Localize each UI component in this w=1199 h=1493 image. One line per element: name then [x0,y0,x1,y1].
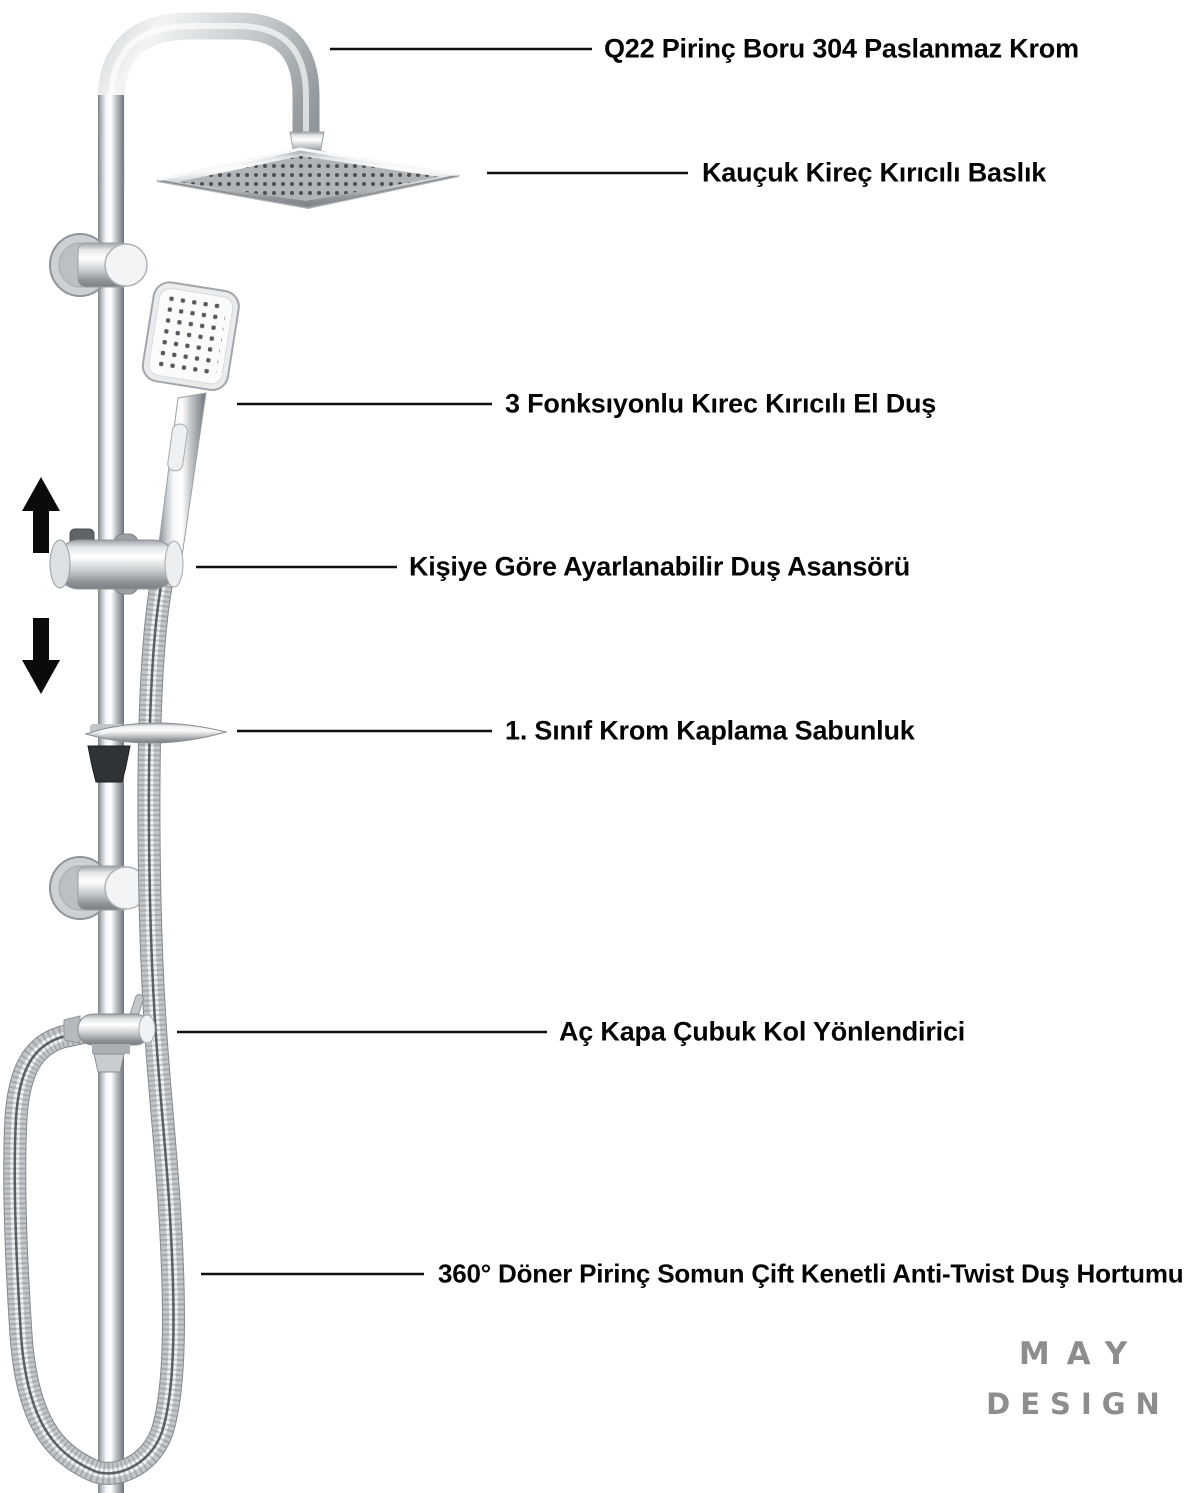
label-diverter: Aç Kapa Çubuk Kol Yönlendirici [559,1016,966,1047]
brand-logo-line2: DESIGN [986,1387,1170,1421]
label-slider: Kişiye Göre Ayarlanabilir Duş Asansörü [409,551,911,582]
brand-logo-line1: MAY [1018,1336,1145,1372]
label-rain-head: Kauçuk Kireç Kırıcılı Baslık [702,157,1047,188]
riser-pipe [98,95,124,1493]
up-arrow-icon [22,477,60,553]
wall-bracket-top [50,234,147,296]
down-arrow-icon [22,618,60,694]
label-soap-dish: 1. Sınıf Krom Kaplama Sabunluk [505,715,915,746]
label-pipe: Q22 Pirinç Boru 304 Paslanmaz Krom [604,33,1079,64]
label-hose: 360° Döner Pirinç Somun Çift Kenetli Anti-Twist Duş Hortumu [438,1258,1184,1289]
rain-shower-head [157,149,459,208]
wall-bracket-bottom [50,857,147,919]
label-hand-shower: 3 Fonksıyonlu Kırec Kırıcılı El Duş [505,388,937,419]
hand-shower [141,280,242,574]
brand-logo [950,1336,1196,1421]
